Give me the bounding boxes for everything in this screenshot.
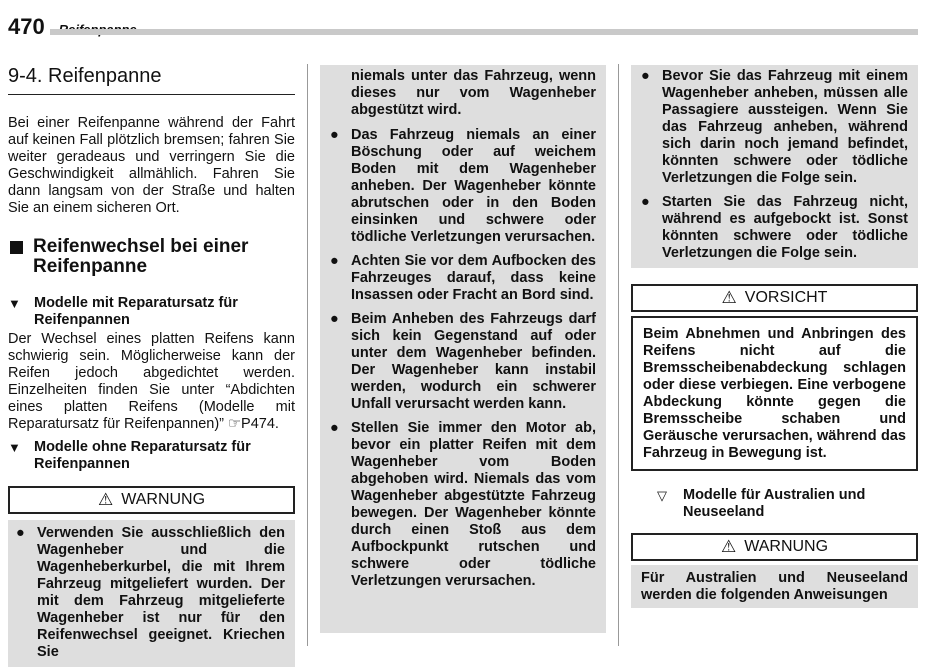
chapter-heading: 9-4. Reifenpanne [8, 64, 295, 95]
list-item: ● Verwenden Sie ausschließlich den Wagenheber und die Wagenheberkurbel, die mit Ihrem Fahrzeug mitgeliefert wurden. Der mit dem Fahrzeug mitgelieferte Wagenheber ist nur für den Reifenwechsel geeignet. Kriechen Sie [16, 525, 285, 660]
warning-icon: ⚠ [97, 490, 114, 509]
warning-text: Für Australien und Neuseeland werden die folgenden Anweisungen [641, 570, 908, 603]
triangle-outline-icon: ▽ [657, 488, 667, 503]
warning-icon: ⚠ [720, 537, 737, 556]
column-2 [320, 65, 606, 633]
warning-body [631, 565, 918, 608]
intro-paragraph: Bei einer Reifenpanne während der Fahrt auf keinen Fall plötzlich bremsen; fahren Sie weiter geradeaus und verringern Sie die Geschwindigkeit allmählich. Fahren Sie dann langsam von der Straße und halten Sie an einem sicheren Ort. [8, 115, 295, 216]
column-1 [8, 64, 295, 667]
warning-label: WARNUNG [121, 491, 206, 508]
caution-body [631, 316, 918, 471]
continued-text: niemals unter das Fahrzeug, wenn dieses nur vom Wagenheber abgestützt wird. [351, 68, 596, 118]
list-item: ● Bevor Sie das Fahrzeug mit einem Wagenheber anheben, müssen alle Passagiere aussteigen. Wenn Sie das Fahrzeug anheben, während sich darin noch jemand befindet, könnten schwere oder tödliche Verletzungen die Folge sein. [641, 68, 908, 186]
list-item: ● Das Fahrzeug niemals an einer Böschung oder auf weichem Boden mit dem Wagenheber anheben. Der Wagenheber könnte abrutschen oder in den Boden einsinken und schwere oder tödliche Verletzungen verursachen. [330, 127, 596, 245]
warning-body [8, 520, 295, 667]
subsection-title: Modelle ohne Reparatursatz für Reifenpannen [34, 439, 251, 472]
page-header [8, 14, 137, 40]
warning-label: WARNUNG [744, 538, 829, 555]
square-bullet-icon [10, 241, 23, 254]
triangle-down-icon: ▼ [8, 440, 21, 455]
section-heading [8, 237, 295, 277]
header-rule [50, 29, 918, 35]
warning-header [8, 486, 295, 514]
section-title: Reifenwechsel bei einer Reifenpanne [33, 236, 249, 277]
subsection-heading [8, 439, 295, 473]
subsection-text: Der Wechsel eines platten Reifens kann schwierig sein. Möglicherweise kann der Reifen jedoch abgedichtet werden. Einzelheiten finden Sie unter “Abdichten eines platten Reifens (Modelle mit Reparatursatz für Reifenpannen)” ☞P474. [8, 331, 295, 432]
warning-body [320, 65, 606, 633]
caution-text: Beim Abnehmen und Anbringen des Reifens nicht auf die Bremsscheibenabdeckung schlagen oder diese verbiegen. Eine verbogene Abdeckung könnte gegen die Bremsscheibe schaben und Geräusche verursachen, während das Fahrzeug in Bewegung ist. [643, 326, 906, 461]
subsection-title: Modelle mit Reparatursatz für Reifenpannen [34, 295, 238, 328]
triangle-down-icon: ▼ [8, 296, 21, 311]
subsection-heading [631, 487, 918, 521]
column-divider [307, 64, 308, 646]
caution-label: VORSICHT [744, 289, 828, 306]
warning-icon: ⚠ [721, 288, 737, 307]
column-divider [618, 64, 619, 646]
page-number: 470 [8, 14, 45, 39]
subsection-heading [8, 295, 295, 329]
warning-header [631, 533, 918, 561]
list-item: ● Achten Sie vor dem Aufbocken des Fahrzeuges darauf, dass keine Insassen oder Fracht an Bord sind. [330, 253, 596, 303]
subsection-title: Modelle für Australien und Neuseeland [683, 487, 866, 520]
list-item: ● Beim Anheben des Fahrzeugs darf sich kein Gegenstand auf oder unter dem Wagenheber befinden. Der Wagenheber kann instabil werden, wodurch ein schwerer Unfall verursacht werden kann. [330, 311, 596, 412]
caution-header [631, 284, 918, 312]
list-item: ● Stellen Sie immer den Motor ab, bevor ein platter Reifen mit dem Wagenheber vom Boden abgehoben wird. Niemals das vom Wagenheber abgestützte Fahrzeug bewegen. Der Wagenheber könnte durch einen Stoß aus dem Aufbockpunkt rutschen und schwere oder tödliche Verletzungen verursachen. [330, 420, 596, 589]
column-3 [631, 65, 918, 608]
list-item: ● Starten Sie das Fahrzeug nicht, während es aufgebockt ist. Sonst könnten schwere oder tödliche Verletzungen die Folge sein. [641, 194, 908, 261]
warning-body [631, 65, 918, 268]
